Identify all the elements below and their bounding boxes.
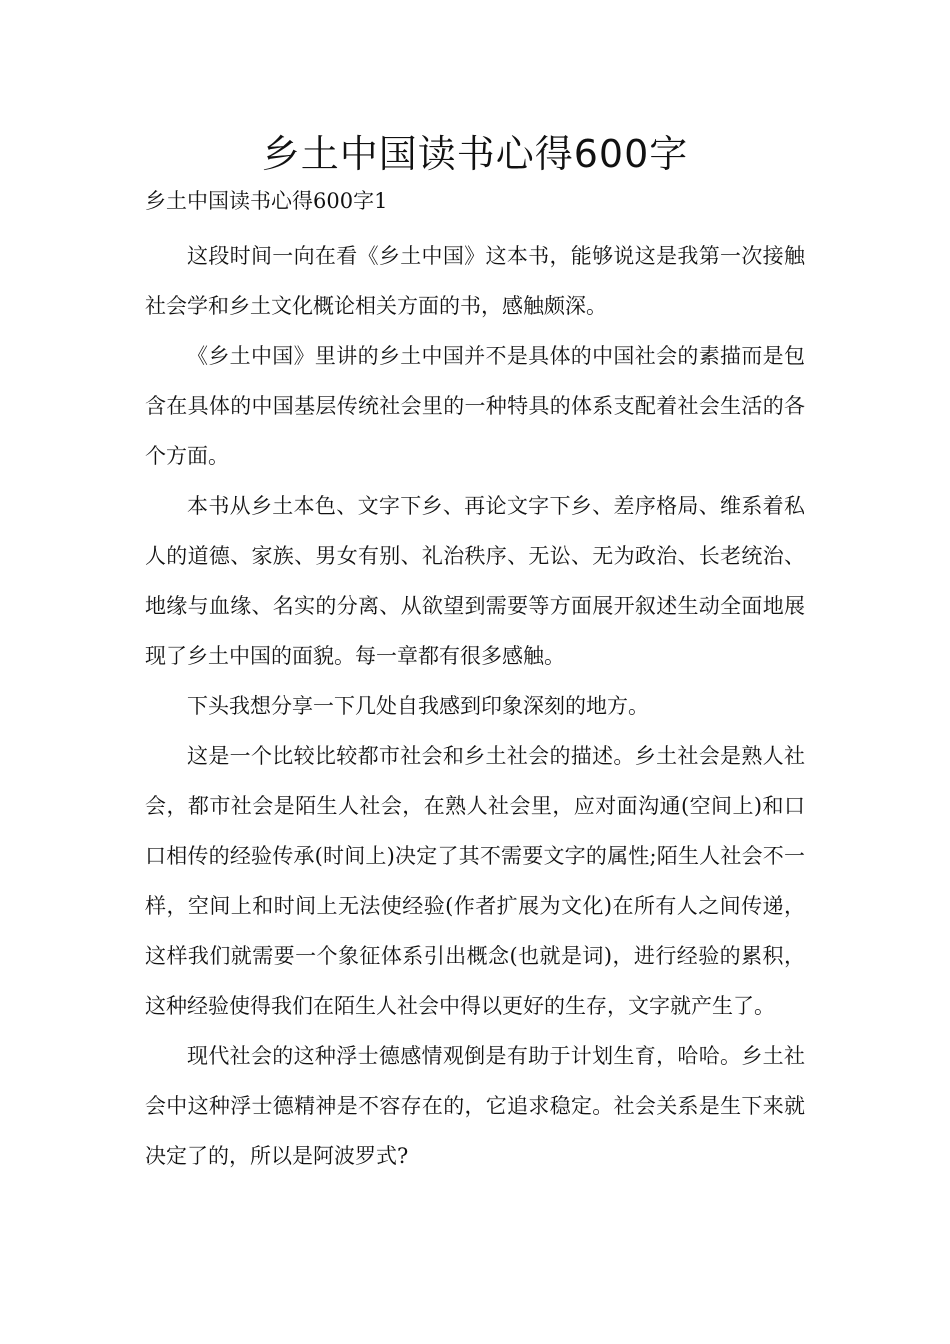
- paragraph: 本书从乡土本色、文字下乡、再论文字下乡、差序格局、维系着私人的道德、家族、男女有别、礼治秩序、无讼、无为政治、长老统治、地缘与血缘、名实的分离、从欲望到需要等方面展开叙述生动全面地展现了乡土中国的面貌。每一章都有很多感触。: [145, 494, 805, 668]
- document-subtitle: 乡土中国读书心得600字1: [145, 189, 388, 213]
- document-body: [145, 231, 805, 1181]
- paragraph: 这段时间一向在看《乡土中国》这本书，能够说这是我第一次接触社会学和乡土文化概论相关方面的书，感触颇深。: [145, 244, 805, 318]
- document-title: 乡土中国读书心得600字: [261, 132, 689, 176]
- paragraph: 现代社会的这种浮士德感情观倒是有助于计划生育，哈哈。乡土社会中这种浮士德精神是不容存在的，它追求稳定。社会关系是生下来就决定了的，所以是阿波罗式?: [145, 1044, 805, 1168]
- paragraph: 这是一个比较比较都市社会和乡土社会的描述。乡土社会是熟人社会，都市社会是陌生人社会，在熟人社会里，应对面沟通(空间上)和口口相传的经验传承(时间上)决定了其不需要文字的属性;陌生人社会不一样，空间上和时间上无法使经验(作者扩展为文化)在所有人之间传递，这样我们就需要一个象征体系引出概念(也就是词)，进行经验的累积，这种经验使得我们在陌生人社会中得以更好的生存，文字就产生了。: [145, 744, 805, 1018]
- paragraph: 下头我想分享一下几处自我感到印象深刻的地方。: [187, 694, 649, 718]
- paragraph: 《乡土中国》里讲的乡土中国并不是具体的中国社会的素描而是包含在具体的中国基层传统社会里的一种特具的体系支配着社会生活的各个方面。: [145, 344, 805, 468]
